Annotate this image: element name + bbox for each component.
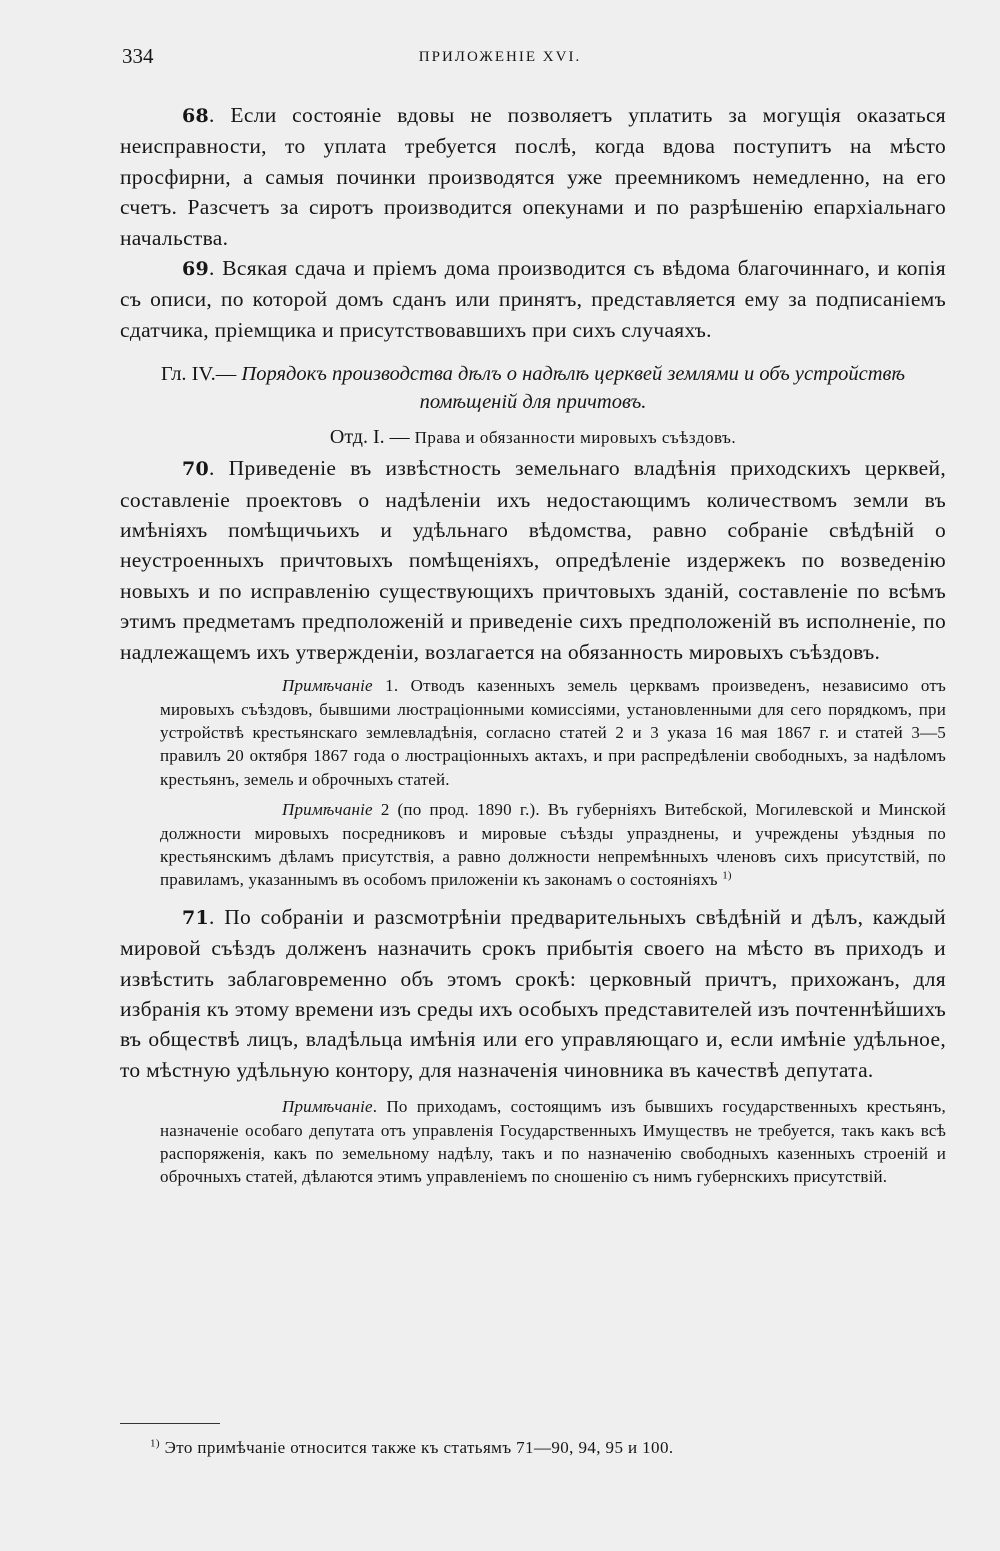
section-heading xyxy=(120,422,946,453)
article-text: . По собраніи и разсмотрѣніи предварительныхъ свѣдѣній и дѣлъ, каждый мировой съѣздъ долженъ назначить срокъ прибытія своего на мѣсто въ приходъ и извѣстить заблаговременно объ этомъ срокѣ: церковный причтъ, прихожанъ, для избранія къ этому времени изъ среды ихъ особыхъ представителей изъ почтеннѣйшихъ въ обществѣ лицъ, владѣльца имѣнія или его управляющаго и, если имѣніе удѣльное, то мѣстную удѣльную контору, для назначенія чиновника въ качествѣ депутата. xyxy=(120,904,946,1082)
article-text: . Если состояніе вдовы не позволяетъ уплатить за могущія оказаться неисправности, то уплата требуется послѣ, когда вдова поступитъ на мѣсто просфирни, а самыя починки производятся уже преемникомъ немедленно, на его счетъ. Разсчетъ за сиротъ производится опекунами и по разрѣшенію епархіальнаго начальства. xyxy=(120,103,946,250)
chapter-title: Порядокъ производства дѣлъ о надѣлѣ церквей землями и объ устройствѣ помѣщеній для причтовъ. xyxy=(241,363,906,414)
footnote xyxy=(150,1436,940,1460)
article-71 xyxy=(120,902,946,1085)
note-label: Примѣчаніе xyxy=(282,800,373,820)
section-label: Отд. I. — xyxy=(329,426,415,449)
chapter-heading xyxy=(120,360,946,416)
note-text: . По приходамъ, состоящимъ изъ бывшихъ государственныхъ крестьянъ, назначеніе особаго депутата отъ управленія Государственныхъ Имуществъ не требуется, такъ какъ всѣ распоряженія, какъ по земельному надѣлу, такъ и по назначенію свободныхъ казенныхъ строеній и оброчныхъ статей, дѣлаются этимъ управленіемъ по сношенію съ нимъ губернскихъ присутствій. xyxy=(160,1097,946,1187)
note-71 xyxy=(160,1095,946,1189)
footnote-text: Это примѣчаніе относится также къ статьямъ 71—90, 94, 95 и 100. xyxy=(159,1438,674,1457)
article-69 xyxy=(120,253,946,345)
section-title: Права и обязанности мировыхъ съѣздовъ. xyxy=(414,428,737,448)
note-text: 2 (по прод. 1890 г.). Въ губерніяхъ Витебской, Могилевской и Минской должности мировыхъ посредниковъ и мировые съѣзды упразднены, и учреждены уѣздныя по крестьянскимъ дѣламъ присутствія, а равно должности непремѣнныхъ членовъ сихъ присутствій, по правиламъ, указаннымъ въ особомъ приложеніи къ законамъ о состояніяхъ xyxy=(160,800,946,890)
article-text: . Приведеніе въ извѣстность земельнаго владѣнія приходскихъ церквей, составленіе проектовъ о надѣленіи ихъ недостающимъ количествомъ земли въ имѣніяхъ помѣщичьихъ и удѣльнаго вѣдомства, равно собраніе свѣдѣній о неустроенныхъ причтовыхъ помѣщеніяхъ, опредѣленіе издержекъ по возведенію новыхъ и по исправленію существующихъ причтовыхъ зданій, составленіе по всѣмъ этимъ предметамъ предположеній и приведеніе сихъ предположеній въ исполненіе, по надлежащемъ ихъ утвержденіи, возлагается на обязанность мировыхъ съѣздовъ. xyxy=(120,456,946,664)
chapter-label: Гл. IV.— xyxy=(160,363,242,386)
note-1 xyxy=(160,674,946,791)
footnote-mark: 1) xyxy=(150,1437,160,1450)
page-number: 334 xyxy=(122,44,154,68)
page-body xyxy=(120,100,946,1189)
page-header xyxy=(0,44,1000,74)
article-number: 68 xyxy=(182,105,210,127)
article-70 xyxy=(120,453,946,667)
note-label: Примѣчаніе xyxy=(282,1097,373,1117)
article-number: 70 xyxy=(182,458,210,481)
footnote-reference: 1) xyxy=(722,869,732,882)
note-label: Примѣчаніе xyxy=(282,676,373,696)
running-title: ПРИЛОЖЕНІЕ XVI. xyxy=(418,49,582,65)
note-text: 1. Отводъ казенныхъ земель церквамъ произведенъ, независимо отъ мировыхъ съѣздовъ, бывшими люстраціонными комиссіями, установленными для сего порядкомъ, при устройствѣ крестьянскаго землевладѣнія, согласно статей 2 и 3 указа 16 мая 1867 г. и статей 3—5 правилъ 20 октября 1867 года о люстраціонныхъ актахъ, и при распредѣленіи свободныхъ, за надѣломъ крестьянъ, земель и оброчныхъ статей. xyxy=(160,676,946,789)
article-number: 71 xyxy=(182,906,210,929)
article-number: 69 xyxy=(182,258,210,281)
article-text: . Всякая сдача и пріемъ дома производится съ вѣдома благочиннаго, и копія съ описи, по которой домъ сданъ или принятъ, представляется ему за подписаніемъ сдатчика, пріемщика и присутствовавшихъ при сихъ случаяхъ. xyxy=(120,256,946,342)
article-68 xyxy=(120,100,946,253)
footnote-divider xyxy=(120,1423,220,1424)
note-2 xyxy=(160,798,946,892)
